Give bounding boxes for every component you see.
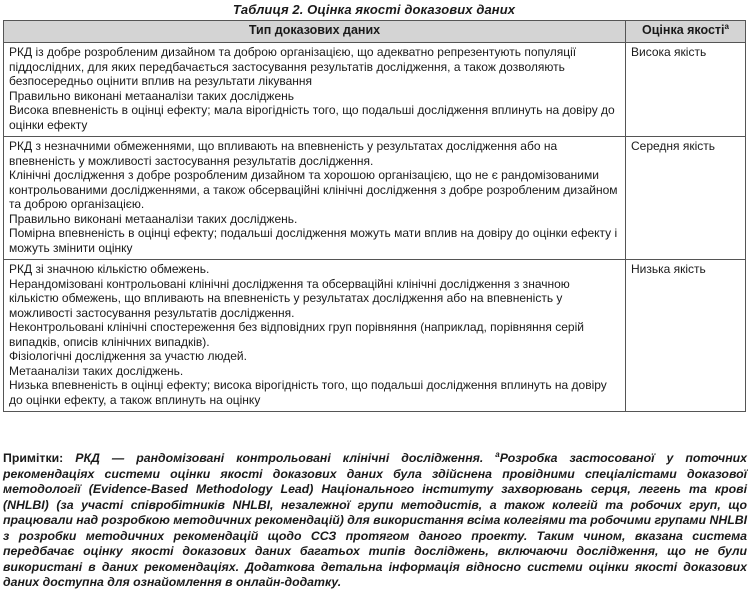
evidence-line: Висока впевненість в оцінці ефекту; мала вірогідність того, що подальші дослідження вплинуть на довіру до оцінки ефекту [9,103,615,132]
header-footnote-mark: а [724,21,729,31]
notes-text: Розробка застосованої у поточних рекомендаціях системи оцінки якості доказових даних була здійснена провідними спеціалістами доказової методології (Evidence-Based Methodology Lead) Національного інституту захворювань серця, легень та крові (NHLBI) (за участі співробітників NHLBI, незалежної групи методистів, а також колегій та робочих груп, що працювали над розробкою методичних рекомендацій) для використання всіма колегіями та робочими групами NHLBI з розробки методичних рекомендацій щодо ССЗ протягом даного проекту. Таким чином, вказана система передбачає оцінку якості доказових даних багатьох типів досліджень, включаючи дослідження, що не були використані в даних рекомендаціях. Додаткова детальна інформація відносно системи оцінки якості доказових даних доступна для ознайомлення в онлайн-додатку. [3,451,748,589]
quality-grade-cell: Середня якість [626,137,746,260]
header-evidence-type: Тип доказових даних [4,21,626,43]
table-row [4,260,746,412]
evidence-type-cell [4,137,626,260]
header-quality-grade [626,21,746,43]
table-row [4,43,746,137]
evidence-line: Метааналізи таких досліджень. [9,363,184,378]
notes-label: Примітки: [3,451,64,465]
table-caption: Таблиця 2. Оцінка якості доказових даних [232,2,516,17]
header-quality-grade-label: Оцінка якості [642,23,725,37]
evidence-type-cell [4,43,626,137]
evidence-line: Низька впевненість в оцінці ефекту; висока вірогідність того, що подальші дослідження вплинуть на довіру до оцінки ефекту, а також вплинуть на оцінку [9,378,607,407]
evidence-line: Клінічні дослідження з добре розробленим дизайном та хорошою організацією, що не є рандомізованими контрольованими дослідженнями, а також обсерваційні клінічні дослідження з добре розробленим дизайном та доброю організацією. [9,168,618,211]
quality-grade-cell: Низька якість [626,260,746,412]
evidence-quality-table [3,20,746,412]
evidence-line: РКД із добре розробленим дизайном та доброю організацією, що адекватно репрезентують популяції піддослідних, для яких передбачається застосування результатів дослідження, а також дозволяють безпосередньо оцінити вплив на результати лікування [9,45,577,88]
notes-abbreviation: РКД — рандомізовані контрольовані клінічні дослідження. [63,451,496,465]
evidence-line: РКД зі значною кількістю обмежень. [9,262,210,276]
evidence-line: Правильно виконані метааналізи таких досліджень. [9,211,298,226]
table-notes [3,451,747,591]
table-header-row [4,21,746,43]
evidence-line: Правильно виконані метааналізи таких досліджень [9,88,294,103]
notes-footnote-mark: а [495,449,500,459]
evidence-line: РКД з незначними обмеженнями, що впливають на впевненість у результатах дослідження або на впевненість у можливості застосування результатів дослідження. [9,139,558,168]
evidence-line: Фізіологічні дослідження за участю людей. [9,349,247,363]
evidence-type-cell [4,260,626,412]
evidence-line: Неконтрольовані клінічні спостереження без відповідних груп порівняння (наприклад, порівняння серій випадків, описів клінічних випадків). [9,320,584,349]
evidence-line: Нерандомізовані контрольовані клінічні дослідження та обсерваційні клінічні дослідження з значною кількістю обмежень, що впливають на впевненість у результатах дослідження або на впевненість у можливості застосування результатів дослідження. [9,276,570,320]
table-row [4,137,746,260]
evidence-line: Помірна впевненість в оцінці ефекту; подальші дослідження можуть мати вплив на довіру до оцінки ефекту і можуть змінити оцінку [9,226,618,255]
quality-grade-cell: Висока якість [626,43,746,137]
